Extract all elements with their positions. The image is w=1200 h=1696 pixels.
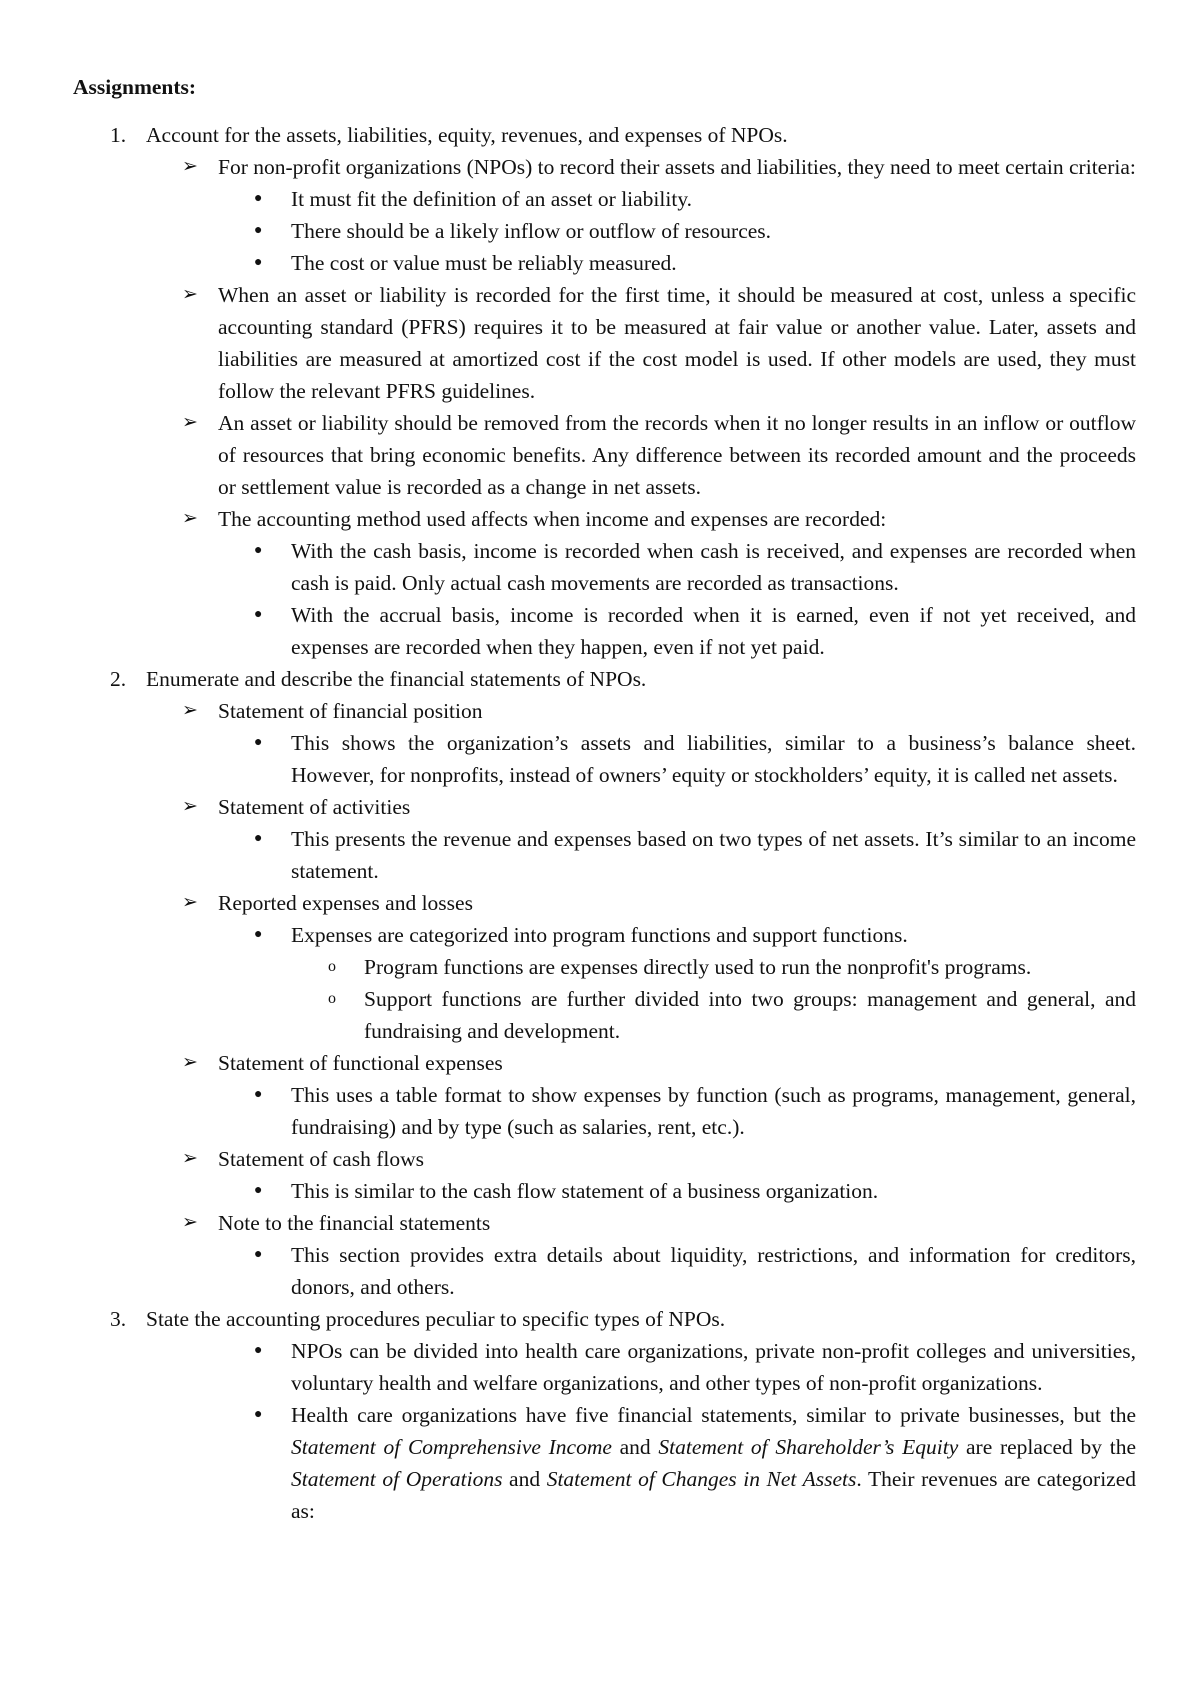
bullet-icon: ●: [254, 191, 263, 206]
list-item-text: Reported expenses and losses: [218, 891, 473, 915]
list-item-text: Statement of functional expenses: [218, 1051, 503, 1075]
bullet-icon: ●: [254, 1247, 263, 1262]
text-run: and: [502, 1467, 547, 1491]
list-item: [0, 1239, 1136, 1303]
text-run: are replaced by the: [958, 1435, 1136, 1459]
list-item: [0, 1143, 1136, 1175]
arrow-bullet-icon: ➢: [182, 1148, 198, 1169]
list-item: [0, 247, 1136, 279]
assignments-heading: Assignments:: [73, 75, 197, 99]
bullet-icon: ●: [254, 1407, 263, 1422]
list-item: [0, 1207, 1136, 1239]
list-item: [0, 823, 1136, 887]
list-item-text: This presents the revenue and expenses based on two types of net assets. It’s similar to an income statement.: [291, 827, 1136, 883]
question-3: [0, 1303, 1136, 1335]
list-item: [0, 887, 1136, 919]
list-item: [0, 919, 1136, 951]
bullet-icon: ●: [254, 543, 263, 558]
list-item: [0, 791, 1136, 823]
question-text: Enumerate and describe the financial statements of NPOs.: [146, 667, 647, 691]
bullet-icon: ●: [254, 1343, 263, 1358]
list-item-text: With the cash basis, income is recorded when cash is received, and expenses are recorded when cash is paid. Only actual cash movements are recorded as transactions.: [291, 539, 1136, 595]
bullet-icon: ●: [254, 831, 263, 846]
list-item: [0, 279, 1136, 407]
list-item: [0, 1175, 1136, 1207]
bullet-icon: ●: [254, 927, 263, 942]
list-item: [0, 407, 1136, 503]
list-item-text: For non-profit organizations (NPOs) to record their assets and liabilities, they need to meet certain criteria:: [218, 155, 1136, 179]
list-item-text: There should be a likely inflow or outflow of resources.: [291, 219, 772, 243]
list-item-text: Note to the financial statements: [218, 1211, 491, 1235]
arrow-bullet-icon: ➢: [182, 508, 198, 529]
statement-name: Statement of Comprehensive Income: [291, 1435, 612, 1459]
list-item-text: This section provides extra details about liquidity, restrictions, and information for creditors, donors, and others.: [291, 1243, 1136, 1299]
list-item-text: [291, 1403, 1136, 1523]
list-item: [0, 1079, 1136, 1143]
question-text: Account for the assets, liabilities, equity, revenues, and expenses of NPOs.: [146, 123, 788, 147]
list-item-text: Statement of cash flows: [218, 1147, 424, 1171]
list-item-text: NPOs can be divided into health care organizations, private non-profit colleges and universities, voluntary health and welfare organizations, and other types of non-profit organizations.: [291, 1339, 1136, 1395]
list-item-text: The cost or value must be reliably measured.: [291, 251, 677, 275]
bullet-icon: ●: [254, 607, 263, 622]
circle-bullet-icon: o: [328, 958, 336, 975]
list-item: [0, 951, 1136, 983]
arrow-bullet-icon: ➢: [182, 1052, 198, 1073]
arrow-bullet-icon: ➢: [182, 412, 198, 433]
question-2: [0, 663, 1136, 695]
list-item: [0, 151, 1136, 183]
bullet-icon: ●: [254, 735, 263, 750]
text-run: . Their revenues are categorized as:: [291, 1467, 1136, 1523]
bullet-icon: ●: [254, 1183, 263, 1198]
question-number: 2.: [110, 667, 127, 691]
question-number: 3.: [110, 1307, 127, 1331]
list-item: [0, 727, 1136, 791]
statement-name: Statement of Changes in Net Assets: [546, 1467, 857, 1491]
bullet-icon: ●: [254, 1087, 263, 1102]
list-item: [0, 1335, 1136, 1399]
list-item-text: This shows the organization’s assets and liabilities, similar to a business’s balance sheet. However, for nonprofits, instead of owners’ equity or stockholders’ equity, it is called net assets.: [291, 731, 1136, 787]
list-item-text: An asset or liability should be removed from the records when it no longer results in an inflow or outflow of resources that bring economic benefits. Any difference between its recorded amount and the proceeds or settlement value is recorded as a change in net assets.: [218, 411, 1136, 499]
list-item: [0, 599, 1136, 663]
statement-name: Statement of Operations: [291, 1467, 503, 1491]
bullet-icon: ●: [254, 223, 263, 238]
arrow-bullet-icon: ➢: [182, 156, 198, 177]
list-item: [0, 215, 1136, 247]
circle-bullet-icon: o: [328, 990, 336, 1007]
question-number: 1.: [110, 123, 127, 147]
bullet-icon: ●: [254, 255, 263, 270]
arrow-bullet-icon: ➢: [182, 700, 198, 721]
list-item-text: Expenses are categorized into program functions and support functions.: [291, 923, 908, 947]
list-item-text: The accounting method used affects when income and expenses are recorded:: [218, 507, 887, 531]
document-body: [0, 119, 1200, 1527]
list-item: [0, 983, 1136, 1047]
text-run: Health care organizations have five financial statements, similar to private businesses, but the: [291, 1403, 1136, 1427]
list-item-text: Program functions are expenses directly used to run the nonprofit's programs.: [364, 955, 1032, 979]
list-item-text: With the accrual basis, income is recorded when it is earned, even if not yet received, and expenses are recorded when they happen, even if not yet paid.: [291, 603, 1136, 659]
list-item-text: Statement of activities: [218, 795, 411, 819]
list-item: [0, 1399, 1136, 1527]
statement-name: Statement of Shareholder’s Equity: [658, 1435, 959, 1459]
list-item-text: This is similar to the cash flow statement of a business organization.: [291, 1179, 879, 1203]
list-item-text: This uses a table format to show expenses by function (such as programs, management, general, fundraising) and by type (such as salaries, rent, etc.).: [291, 1083, 1136, 1139]
question-1: [0, 119, 1136, 151]
list-item: [0, 183, 1136, 215]
text-run: and: [611, 1435, 659, 1459]
list-item-text: When an asset or liability is recorded for the first time, it should be measured at cost, unless a specific accounting standard (PFRS) requires it to be measured at fair value or another value. Later, assets and liabilities are measured at amortized cost if the cost model is used. If other models are used, they must follow the relevant PFRS guidelines.: [218, 283, 1136, 403]
list-item: [0, 1047, 1136, 1079]
list-item: [0, 695, 1136, 727]
arrow-bullet-icon: ➢: [182, 284, 198, 305]
arrow-bullet-icon: ➢: [182, 892, 198, 913]
list-item-text: Statement of financial position: [218, 699, 483, 723]
arrow-bullet-icon: ➢: [182, 796, 198, 817]
list-item-text: Support functions are further divided into two groups: management and general, and fundraising and development.: [364, 987, 1136, 1043]
list-item-text: It must fit the definition of an asset or liability.: [291, 187, 693, 211]
list-item: [0, 535, 1136, 599]
list-item: [0, 503, 1136, 535]
question-text: State the accounting procedures peculiar to specific types of NPOs.: [146, 1307, 726, 1331]
arrow-bullet-icon: ➢: [182, 1212, 198, 1233]
